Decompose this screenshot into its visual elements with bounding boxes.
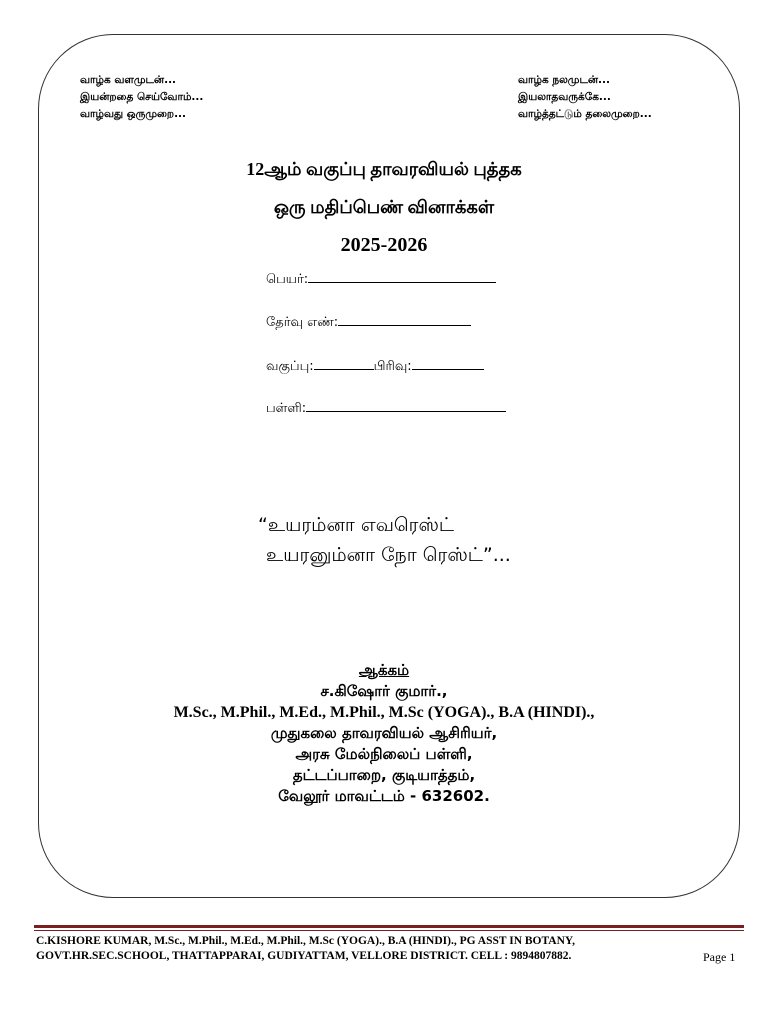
author-place: தட்டப்பாறை, குடியாத்தம், — [292, 766, 476, 784]
motto-right — [518, 72, 652, 123]
footer-line-1: C.KISHORE KUMAR, M.Sc., M.Phil., M.Ed., M.Phil., M.Sc (YOGA)., B.A (HINDI)., PG ASST IN BOTANY, — [36, 935, 576, 947]
title-line-2: ஒரு மதிப்பெண் வினாக்கள் — [273, 197, 495, 217]
motto-left — [80, 72, 203, 123]
author-name: ச.கிஷோர் குமார்., — [320, 682, 448, 700]
class-section-field — [266, 355, 484, 375]
quote-block — [258, 510, 511, 570]
class-blank[interactable] — [314, 355, 374, 370]
motto-left-line: வாழ்க வளமுடன்... — [80, 74, 177, 86]
motto-left-line: வாழ்வது ஒருமுறை... — [80, 108, 187, 120]
author-district: வேலூர் மாவட்டம் - 632602. — [278, 787, 490, 805]
author-qualifications: M.Sc., M.Phil., M.Ed., M.Phil., M.Sc (YOGA)., B.A (HINDI)., — [173, 704, 595, 721]
name-blank[interactable] — [308, 268, 496, 283]
exam-number-blank[interactable] — [338, 311, 471, 326]
author-school: அரசு மேல்நிலைப் பள்ளி, — [295, 745, 473, 763]
section-blank[interactable] — [412, 355, 484, 370]
exam-number-label: தேர்வு எண்: — [266, 315, 339, 330]
footer-rule-thin — [34, 930, 744, 931]
credits-heading: ஆக்கம் — [358, 661, 410, 679]
motto-right-line: வாழ்த்தட்டும் தலைமுறை... — [518, 108, 652, 120]
name-field — [266, 268, 496, 288]
title-block — [0, 150, 768, 264]
class-label: வகுப்பு: — [266, 359, 314, 374]
title-year: 2025-2026 — [340, 234, 428, 256]
exam-number-field — [266, 311, 471, 331]
credits-block — [0, 660, 768, 807]
school-blank[interactable] — [306, 397, 506, 412]
school-field — [266, 397, 506, 417]
page-number: Page 1 — [703, 950, 736, 964]
footer-rule-thick — [34, 925, 744, 928]
title-line-1: 12ஆம் வகுப்பு தாவரவியல் புத்தக — [246, 159, 522, 179]
author-designation: முதுகலை தாவரவியல் ஆசிரியர், — [270, 724, 498, 742]
school-label: பள்ளி: — [266, 401, 307, 416]
motto-right-line: வாழ்க நலமுடன்... — [518, 74, 610, 86]
motto-left-line: இயன்றதை செய்வோம்... — [80, 91, 204, 103]
footer-text — [36, 934, 575, 964]
quote-line-2: உயரனும்னா நோ ரெஸ்ட்”... — [266, 544, 511, 566]
quote-line-1: “உயரம்னா எவரெஸ்ட் — [258, 514, 455, 536]
name-label: பெயர்: — [266, 272, 309, 287]
footer-line-2: GOVT.HR.SEC.SCHOOL, THATTAPPARAI, GUDIYATTAM, VELLORE DISTRICT. CELL : 9894807882. — [36, 950, 572, 962]
motto-right-line: இயலாதவருக்கே... — [518, 91, 611, 103]
section-label: பிரிவு: — [373, 359, 412, 374]
